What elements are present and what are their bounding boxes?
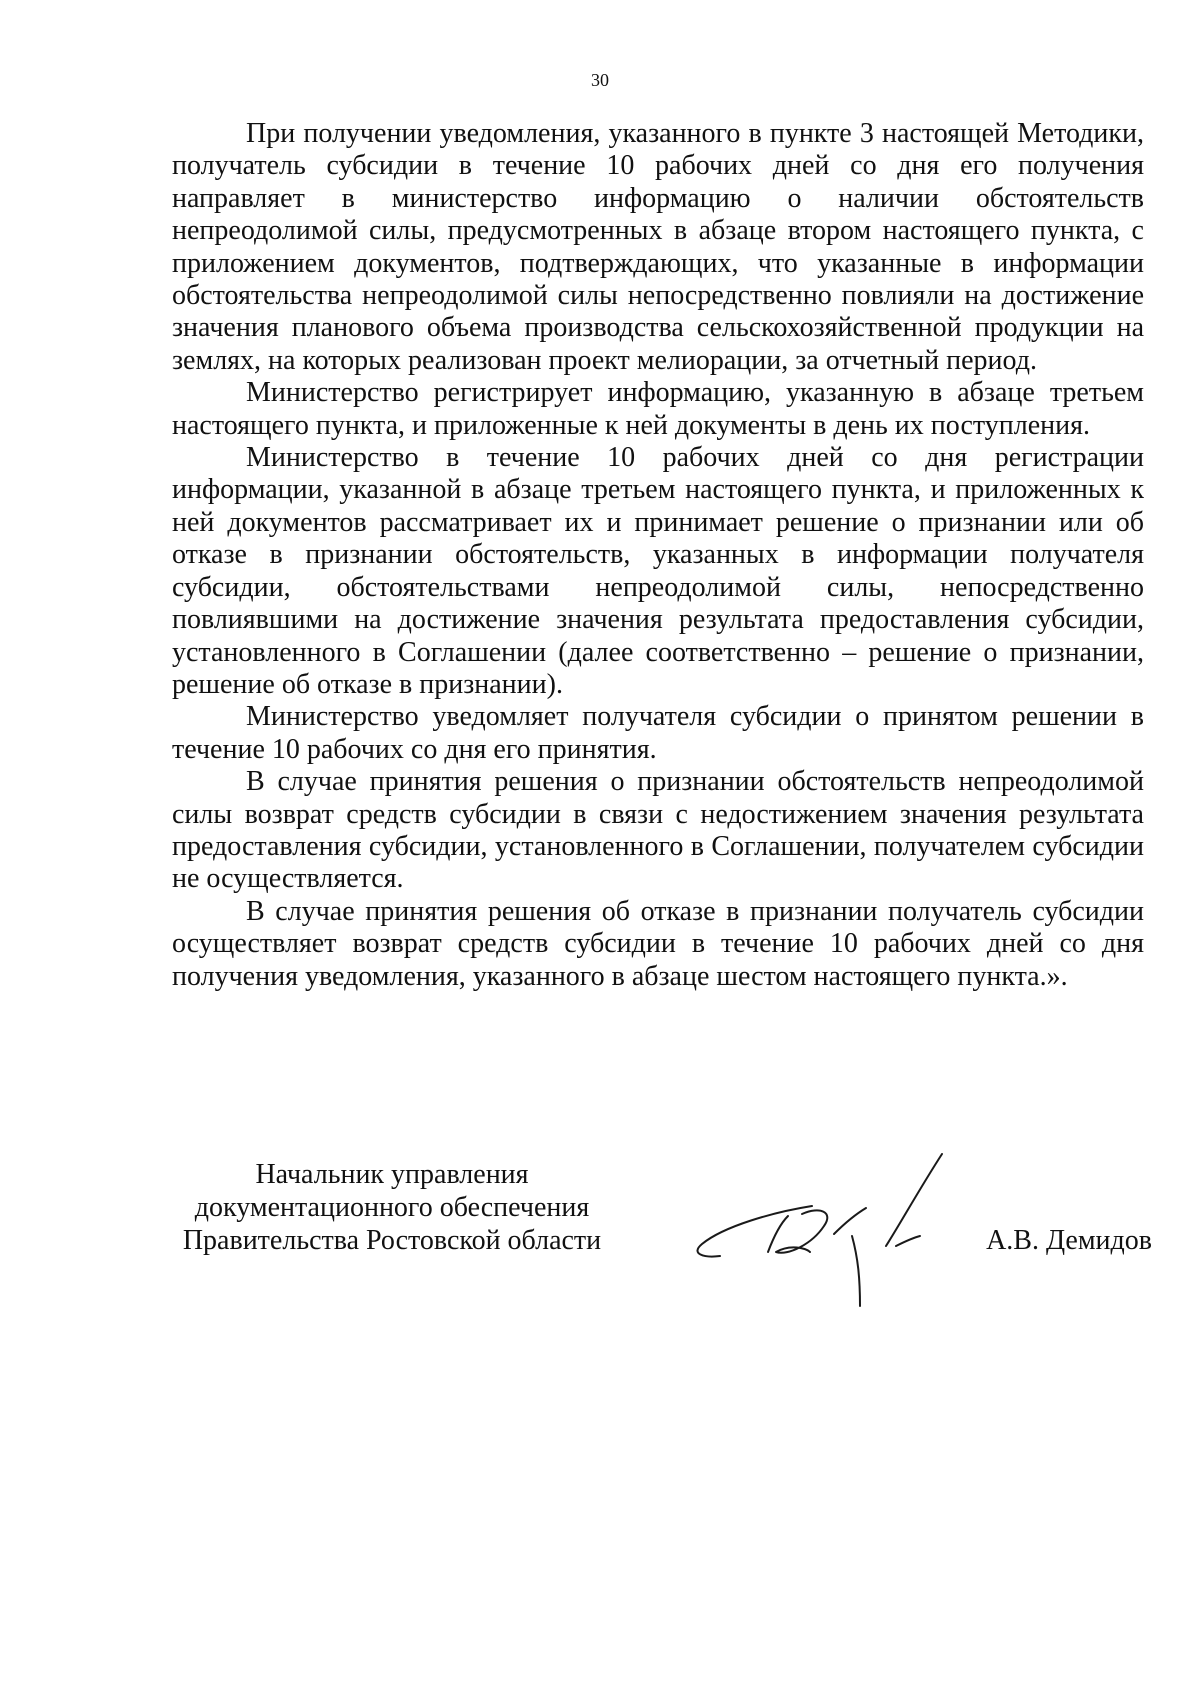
signatory-title-line: документационного обеспечения: [194, 1192, 590, 1223]
paragraph-4: Министерство уведомляет получателя субсидии о принятом решении в течение 10 рабочих со дня его принятия.: [172, 701, 1144, 765]
page-number: 30: [591, 70, 609, 90]
paragraph-2: Министерство регистрирует информацию, указанную в абзаце третьем настоящего пункта, и приложенные к ней документы в день их поступления.: [172, 377, 1144, 441]
document-body: [172, 118, 1144, 993]
signatory-title: [172, 1158, 612, 1257]
paragraph-6: В случае принятия решения об отказе в признании получатель субсидии осуществляет возврат средств субсидии в течение 10 рабочих дней со дня получения уведомления, указанного в абзаце шестом настоящего пункта.».: [172, 895, 1144, 992]
handwritten-signature-icon: [684, 1148, 964, 1308]
signature-block: [172, 1158, 1152, 1328]
paragraph-3: Министерство в течение 10 рабочих дней со дня регистрации информации, указанной в абзаце третьем настоящего пункта, и приложенных к ней документов рассматривает их и принимает решение о признании или об отказе в признании обстоятельств, указанных в информации получателя субсидии, обстоятельствами непреодолимой силы, непосредственно повлиявшими на достижение значения результата предоставления субсидии, установленного в Соглашении (далее соответственно – решение о признании, решение об отказе в признании).: [172, 442, 1144, 700]
paragraph-1: При получении уведомления, указанного в пункте 3 настоящей Методики, получатель субсидии в течение 10 рабочих дней со дня его получения направляет в министерство информацию о наличии обстоятельств непреодолимой силы, предусмотренных в абзаце втором настоящего пункта, с приложением документов, подтверждающих, что указанные в информации обстоятельства непреодолимой силы непосредственно повлияли на достижение значения планового объема производства сельскохозяйственной продукции на землях, на которых реализован проект мелиорации, за отчетный период.: [172, 118, 1144, 376]
signatory-name: А.В. Демидов: [986, 1225, 1152, 1256]
signatory-title-line: Начальник управления: [255, 1159, 529, 1190]
paragraph-5: В случае принятия решения о признании обстоятельств непреодолимой силы возврат средств субсидии в связи с недостижением значения результата предоставления субсидии, установленного в Соглашении, получателем субсидии не осуществляется.: [172, 766, 1144, 895]
signatory-title-line: Правительства Ростовской области: [182, 1225, 602, 1256]
